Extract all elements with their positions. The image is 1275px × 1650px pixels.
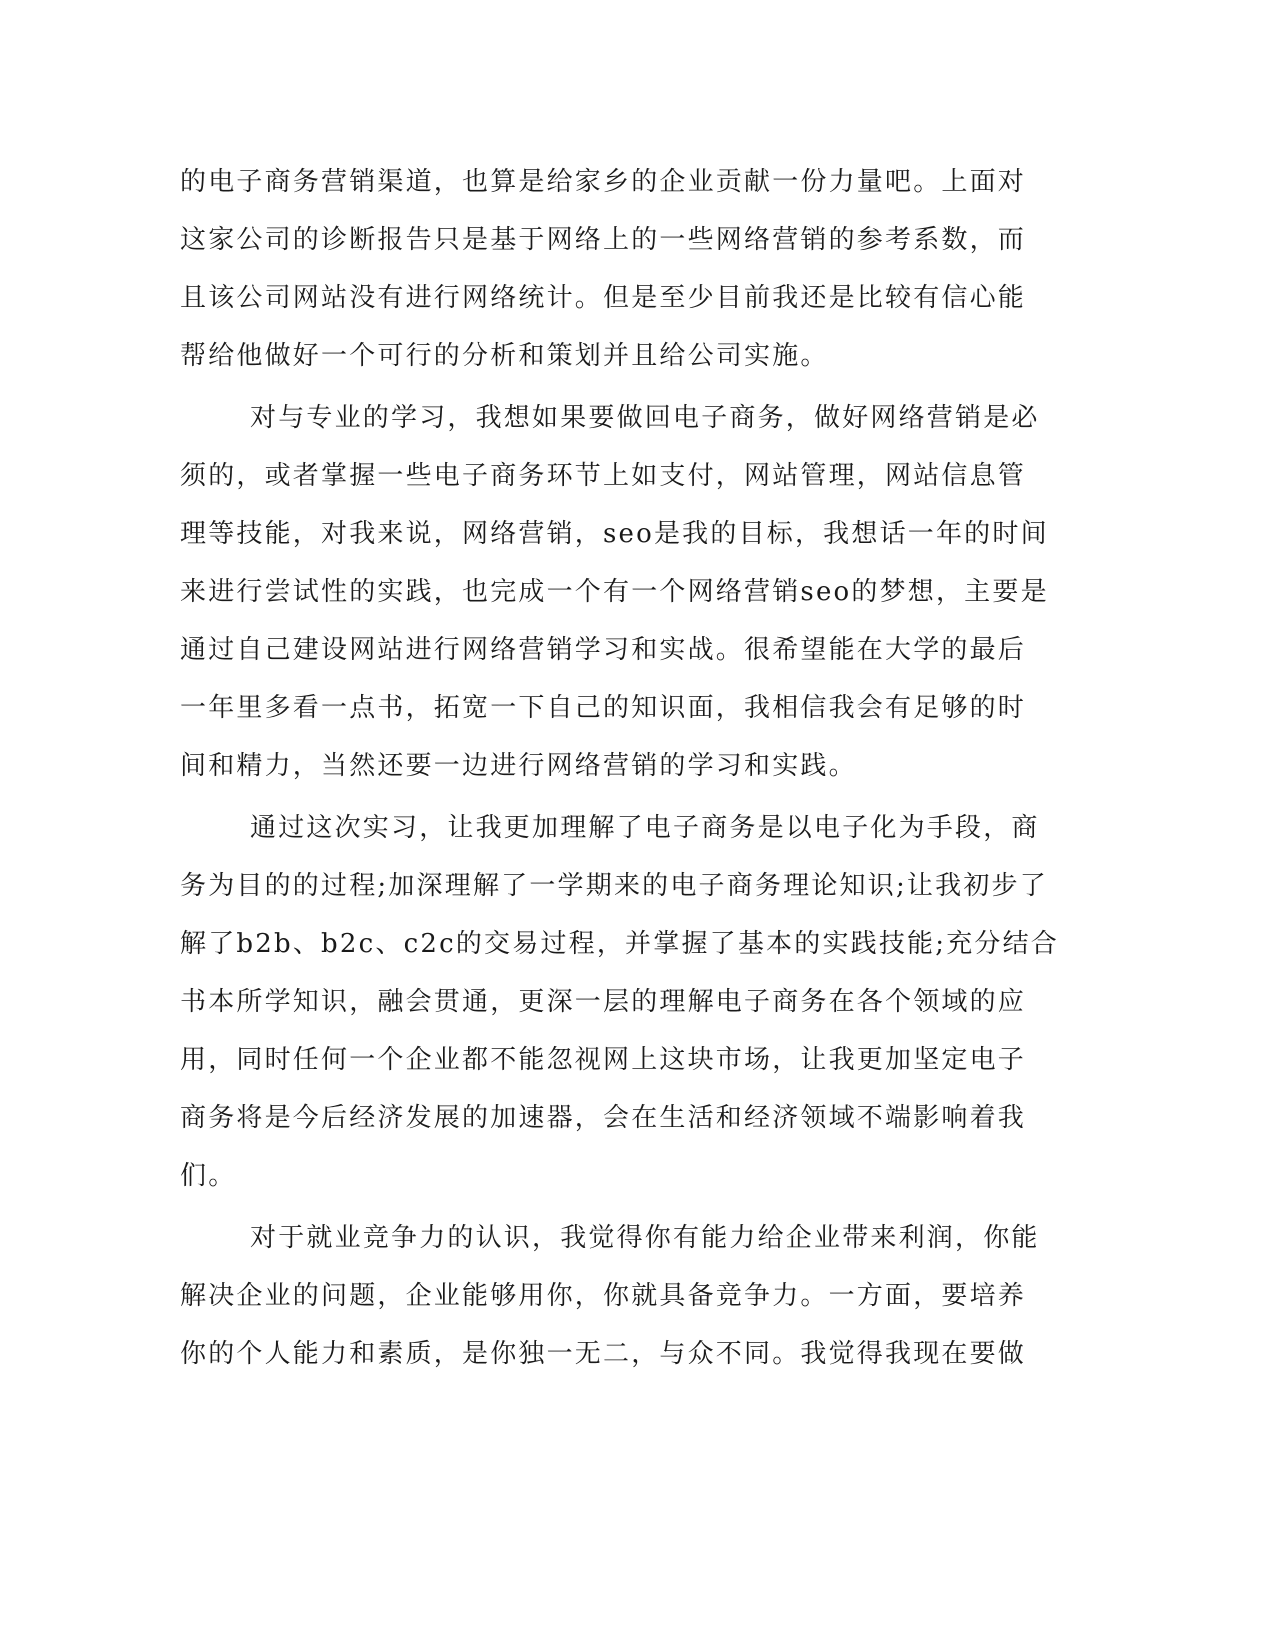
- text-line: 帮给他做好一个可行的分析和策划并且给公司实施。: [180, 341, 829, 371]
- text-line: 须的，或者掌握一些电子商务环节上如支付，网站管理，网站信息管: [180, 461, 1027, 491]
- text-line: 且该公司网站没有进行网络统计。但是至少目前我还是比较有信心能: [180, 283, 1027, 313]
- text-line: 务为目的的过程;加深理解了一学期来的电子商务理论知识;让我初步了: [180, 871, 1048, 901]
- text-line: 解决企业的问题，企业能够用你，你就具备竞争力。一方面，要培养: [180, 1281, 1027, 1311]
- text-line: 们。: [180, 1161, 237, 1191]
- text-line: 间和精力，当然还要一边进行网络营销的学习和实践。: [180, 751, 857, 781]
- text-line: 商务将是今后经济发展的加速器，会在生活和经济领域不端影响着我: [180, 1103, 1027, 1133]
- text-line: 一年里多看一点书，拓宽一下自己的知识面，我相信我会有足够的时: [180, 693, 1027, 723]
- text-line: 书本所学知识，融会贯通，更深一层的理解电子商务在各个领域的应: [180, 987, 1027, 1017]
- paragraph-first-line: 通过这次实习，让我更加理解了电子商务是以电子化为手段，商: [250, 813, 1040, 843]
- text-line: 这家公司的诊断报告只是基于网络上的一些网络营销的参考系数，而: [180, 225, 1027, 255]
- text-line: 通过自己建设网站进行网络营销学习和实战。很希望能在大学的最后: [180, 635, 1027, 665]
- text-line: 用，同时任何一个企业都不能忽视网上这块市场，让我更加坚定电子: [180, 1045, 1027, 1075]
- text-line: 理等技能，对我来说，网络营销，seo是我的目标，我想话一年的时间: [180, 519, 1049, 549]
- text-line: 的电子商务营销渠道，也算是给家乡的企业贡献一份力量吧。上面对: [180, 167, 1027, 197]
- text-line: 来进行尝试性的实践，也完成一个有一个网络营销seo的梦想，主要是: [180, 577, 1049, 607]
- text-line: 你的个人能力和素质，是你独一无二，与众不同。我觉得我现在要做: [180, 1339, 1027, 1369]
- paragraph-first-line: 对与专业的学习，我想如果要做回电子商务，做好网络营销是必: [250, 403, 1040, 433]
- text-line: 解了b2b、b2c、c2c的交易过程，并掌握了基本的实践技能;充分结合: [180, 929, 1060, 959]
- paragraph-first-line: 对于就业竞争力的认识，我觉得你有能力给企业带来利润，你能: [250, 1223, 1040, 1253]
